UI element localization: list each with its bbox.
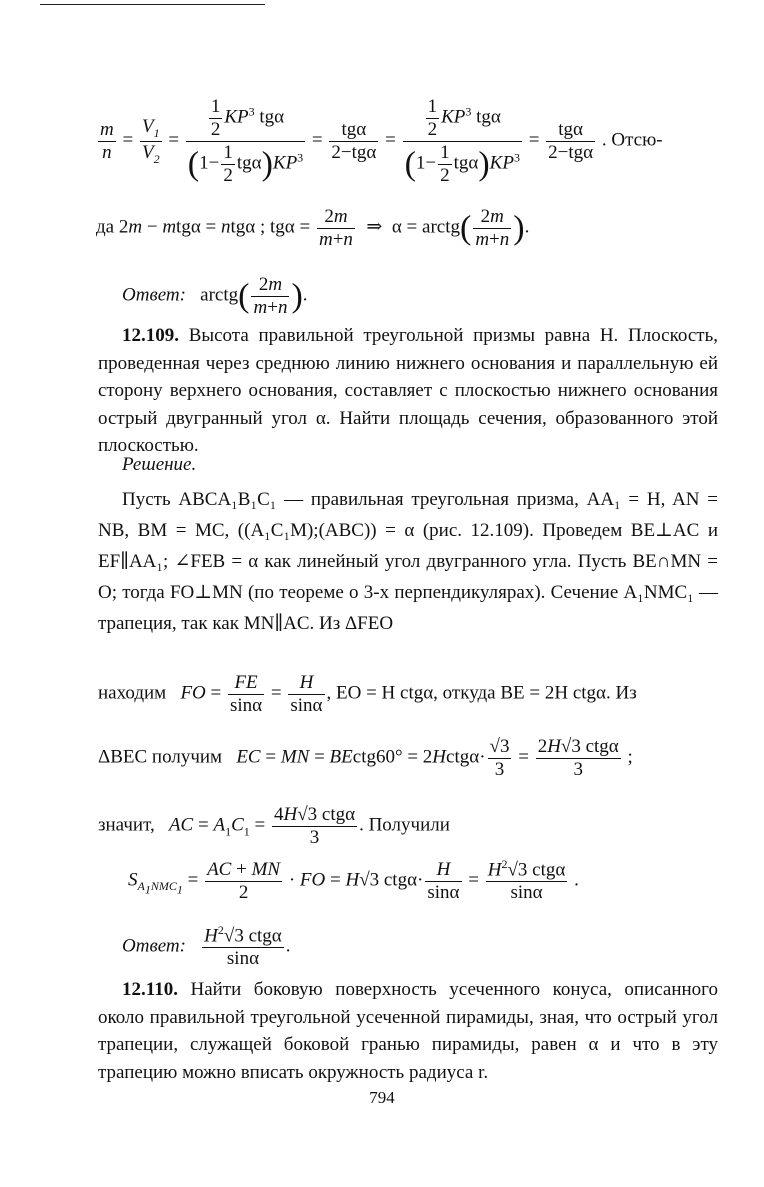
- solution-paragraph-1: Пусть ABCA₁B₁C₁ — правильная треугольная призма, AA₁ = H, AN = NB, BM = MC, ((A₁C₁M);(ABC)) = α (рис. 12.109). Проведем BE⊥AC и EF∥AA₁; ∠FEB = α как линейный угол двугранного угла. Пусть BE∩MN = O; тогда FO⊥MN (по теореме о 3-х перпендикулярах). Сечение A₁NMC₁ — трапеция, так как MN∥AC. Из ΔFEO: [98, 489, 718, 634]
- find-word: находим: [98, 682, 167, 704]
- find-tail: , EO = H ctgα, откуда BE = 2H ctgα. Из: [326, 682, 637, 704]
- problem-110-text: Найти боковую поверхность усеченного конуса, описанного около правильной треугольной усеченной пирамиды, зная, что острый угол трапеции, служащей боковой гранью пирамиды, равен α и что в эту трапецию можно вписать окружность радиуса r.: [98, 979, 719, 1083]
- problem-109-text: Высота правильной треугольной призмы равна H. Плоскость, проведенная через среднюю линию нижнего основания и параллельную ей сторону верхнего основания, составляет с плоскостью нижнего основания острый двугранный угол α. Найти площадь сечения, образованного этой плоскостью.: [98, 325, 718, 456]
- answer-2: Ответ: $\frac{H^2√3 ctg\alpha}{\sin\alpha}$ .: [122, 923, 291, 970]
- answer2-label: Ответ:: [122, 935, 186, 957]
- got-word: . Получили: [359, 814, 450, 836]
- problem-109-statement: [98, 322, 718, 460]
- top-rule: [40, 4, 265, 5]
- solution-bec: ΔBEC получим EC = MN = BEctg60° = 2Hctgα· $\frac{√3}{3}$ = $\frac{\text{2H√3 ctgα}}{3}$ ;: [98, 736, 633, 780]
- solution-area: $S_{A_1NMC_1}$ = $\frac{AC + MN}{2}$ · FO = H√3 ctgα· $\frac{H}{\sin\alpha}$ = $\frac{H^2√3 ctg\alpha}{\sin\alpha}$ .: [128, 857, 579, 904]
- answer1-label: Ответ:: [122, 284, 186, 306]
- problem-110-statement: [98, 976, 718, 1086]
- formula1-tail: . Отсю-: [601, 129, 663, 151]
- solution-label: Решение.: [122, 454, 197, 475]
- formula2-prefix: да: [96, 216, 115, 238]
- formula-alpha: да 2m − mtgα = ntgα ; tgα = $\frac{2m}{m+n}$ ⇒ α = arctg( $\frac{2m}{m+n}$ ).: [96, 206, 530, 250]
- problem-110-number: 12.110.: [122, 979, 178, 1000]
- page-number: 794: [369, 1088, 395, 1107]
- means-word: значит,: [98, 814, 155, 836]
- answer-1: Ответ: arctg( $\frac{2m}{m+n}$ ).: [122, 274, 308, 318]
- bec-prefix: ΔBEC получим: [98, 746, 223, 768]
- solution-find-fo: находим FO = $\frac{FE}{\sin\alpha}$ = $\frac{H}{\sin\alpha}$ , EO = H ctgα, откуда BE = 2H ctgα. Из: [98, 672, 637, 716]
- formula-ratio: $\frac{m}{n}$ = $\frac{V_1}{V_2}$ = $\frac{1}{2}$ $KP^3$ tgα (1− $\frac{1}{2}$ $tg\alpha)KP^3$ = $\frac{\text{tgα}}{\text{2−tgα}}$ = $\frac{1}{2}$ $KP^3$ tgα (1− $\frac{1}{2}$ $tg\alpha)KP^3$ = $\frac{\text{tgα}}{\text{2−tgα}}$ . Отсю-: [100, 96, 663, 186]
- solution-ac: значит, AC = $A_1C_1$ = $\frac{\text{4H√3 ctgα}}{3}$ . Получили: [98, 804, 450, 848]
- problem-109-number: 12.109.: [122, 325, 179, 346]
